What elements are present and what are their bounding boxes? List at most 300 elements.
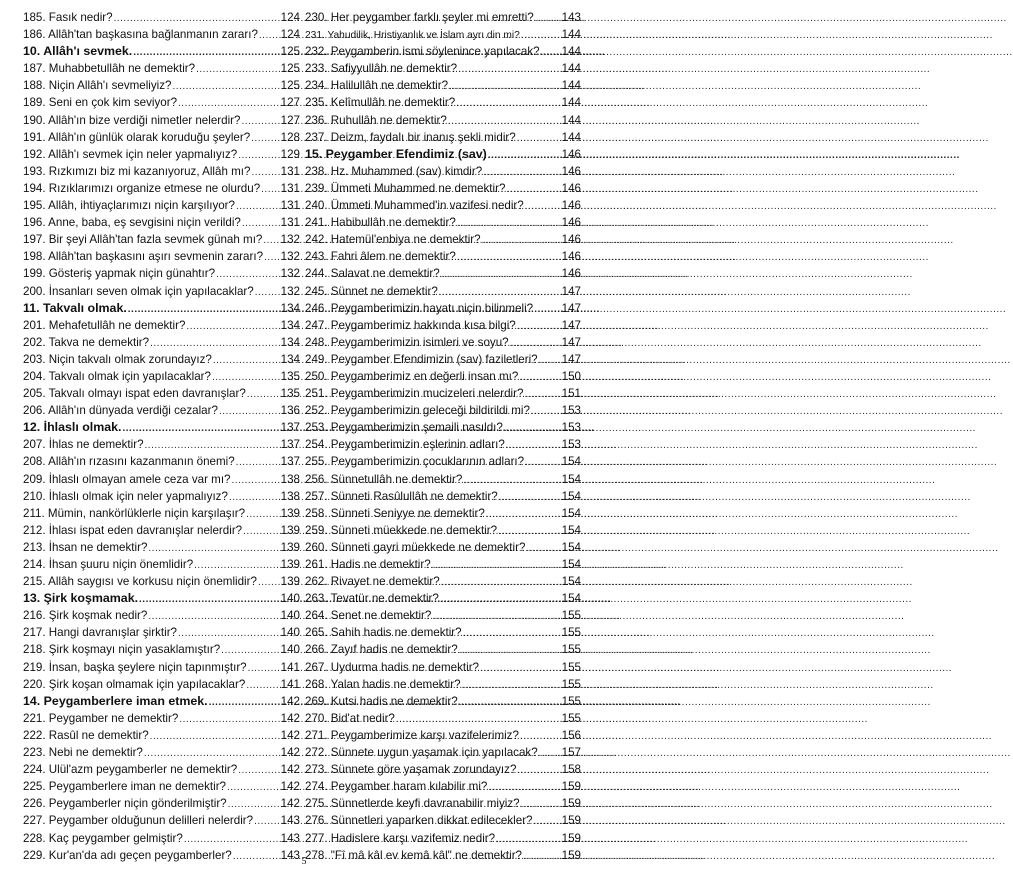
toc-entry-title: 234. Halilullâh ne demektir? (305, 79, 449, 93)
toc-entry (305, 351, 581, 368)
toc-leader-dots (506, 181, 560, 198)
toc-page-number: 127 (280, 113, 300, 127)
toc-entry (23, 231, 300, 248)
toc-entry (23, 112, 300, 129)
toc-leader-dots (488, 147, 561, 164)
toc-leader-dots (144, 745, 280, 762)
toc-entry (23, 556, 300, 573)
toc-leader-dots (459, 694, 561, 711)
toc-leader-dots (441, 266, 561, 283)
toc-section-heading (23, 590, 300, 607)
toc-leader-dots (449, 78, 561, 95)
toc-entry-title: 232. Peygamberin ismi söylenince yapılacak? (305, 45, 540, 59)
toc-entry-title: 222. Rasûl ne demektir? (23, 728, 149, 742)
toc-entry (305, 197, 581, 214)
toc-page-number: 125 (280, 62, 300, 76)
toc-entry (23, 727, 300, 744)
toc-entry-title: 213. İhsan ne demektir? (23, 540, 148, 554)
toc-entry-title: 194. Rızıklarımızı organize etmese ne olurdu? (23, 181, 261, 195)
toc-page-number: 146 (561, 250, 581, 264)
toc-entry (305, 317, 581, 334)
toc-page-number: 125 (280, 79, 300, 93)
toc-leader-dots (259, 27, 280, 44)
toc-leader-dots (440, 591, 561, 608)
toc-entry-title: 187. Muhabbetullâh ne demektir? (23, 62, 196, 76)
toc-entry (23, 368, 300, 385)
toc-entry-title: 259. Sünneti müekkede ne demektir? (305, 523, 498, 537)
toc-entry (23, 778, 300, 795)
toc-leader-dots (463, 472, 560, 489)
toc-entry-title: 202. Takva ne demektir? (23, 335, 150, 349)
toc-entry-title: 230. Her peygamber farklı şeyler mi emretti? (305, 11, 534, 24)
toc-entry (305, 693, 581, 710)
toc-leader-dots (178, 95, 280, 112)
toc-entry-title: 253. Peygamberimizin şemaili nasıldı? (305, 421, 503, 435)
toc-page-number: 142 (280, 728, 300, 742)
toc-entry (23, 214, 300, 231)
toc-entry-title: 191. Allâh'ın günlük olarak koruduğu şeyler? (23, 130, 251, 144)
toc-leader-dots (246, 677, 279, 694)
toc-page-number: 134 (280, 352, 300, 366)
toc-entry-title: 272. Sünnete uygun yaşamak için yapılacak? (305, 746, 538, 760)
toc-page-number: 125 (280, 45, 300, 59)
toc-entry-title: 208. Allâh'ın rızasını kazanmanın önemi? (23, 455, 235, 469)
toc-leader-dots (122, 420, 279, 437)
toc-leader-dots (264, 249, 280, 266)
toc-leader-dots (232, 472, 280, 489)
toc-leader-dots (439, 284, 561, 301)
toc-leader-dots (242, 215, 280, 232)
toc-page-number: 157 (561, 746, 581, 760)
toc-leader-dots (457, 215, 561, 232)
toc-entry (23, 351, 300, 368)
toc-page-number: 147 (561, 301, 581, 315)
toc-leader-dots (238, 147, 279, 164)
toc-page-number: 154 (561, 540, 581, 554)
toc-leader-dots (261, 181, 280, 198)
toc-page-number: 131 (280, 199, 300, 213)
toc-leader-dots (483, 164, 560, 181)
toc-entry-title: 262. Rivayet ne demektir? (305, 575, 440, 589)
toc-page-number: 139 (280, 540, 300, 554)
toc-leader-dots (459, 642, 561, 659)
toc-leader-dots (229, 489, 280, 506)
toc-entry (23, 830, 300, 847)
toc-page-number: 139 (280, 523, 300, 537)
toc-leader-dots (179, 711, 279, 728)
toc-leader-dots (213, 352, 280, 369)
toc-leader-dots (480, 660, 561, 677)
toc-leader-dots (209, 694, 280, 711)
toc-page-number: 129 (280, 147, 300, 161)
toc-page-number: 146 (561, 267, 581, 281)
toc-entry (23, 77, 300, 94)
toc-leader-dots (254, 813, 280, 830)
toc-entry (23, 334, 300, 351)
toc-page-number: 146 (561, 147, 581, 161)
toc-entry (305, 590, 581, 607)
toc-page-number: 154 (561, 489, 581, 503)
toc-entry-title: 201. Mehafetullâh ne demektir? (23, 318, 186, 332)
toc-entry (305, 60, 581, 77)
toc-leader-dots (456, 95, 560, 112)
toc-page-number: 142 (280, 694, 300, 708)
toc-page-number: 151 (561, 387, 581, 401)
toc-entry-title: 278. "Fî mâ kâl ev kemâ kâl" ne demektir? (305, 848, 523, 862)
toc-leader-dots (524, 386, 560, 403)
toc-entry-title: 271. Peygamberimize karşı vazifelerimiz? (305, 728, 519, 742)
toc-entry-title: 199. Gösteriş yapmak niçin günahtır? (23, 267, 216, 281)
toc-leader-dots (243, 523, 280, 540)
toc-page-number: 154 (561, 455, 581, 469)
toc-entry (305, 505, 581, 522)
toc-entry (23, 539, 300, 556)
toc-page-number: 124 (280, 28, 300, 42)
toc-entry-title: 221. Peygamber ne demektir? (23, 711, 179, 725)
toc-leader-dots (534, 301, 561, 318)
toc-page-number: 141 (280, 660, 300, 674)
toc-page-number: 132 (280, 233, 300, 247)
toc-entry-title: 237. Deizm, faydalı bir inanış şekli midir? (305, 130, 516, 144)
toc-page-number: 144 (561, 96, 581, 110)
toc-entry-title: 198. Allâh'tan başkasını aşırı sevmenin zararı? (23, 250, 264, 264)
toc-entry-title: 256. Sünnetullâh ne demektir? (305, 472, 463, 486)
toc-leader-dots (194, 557, 280, 574)
toc-page-number: 142 (280, 780, 300, 794)
toc-leader-dots (150, 728, 280, 745)
toc-entry (305, 573, 581, 590)
toc-page-number: 137 (280, 421, 300, 435)
toc-entry (23, 471, 300, 488)
toc-page-number: 155 (561, 626, 581, 640)
page-number: 5 (301, 856, 307, 867)
toc-entry-title: 11. Takvalı olmak. (23, 300, 127, 315)
toc-leader-dots (526, 540, 560, 557)
toc-leader-dots (247, 386, 280, 403)
toc-entry-title: 225. Peygamberlere iman ne demektir? (23, 780, 226, 794)
toc-entry (305, 710, 581, 727)
toc-entry (305, 436, 581, 453)
toc-leader-dots (504, 420, 561, 437)
toc-entry (305, 727, 581, 744)
toc-leader-dots (448, 113, 561, 130)
toc-entry (23, 624, 300, 641)
toc-entry (23, 761, 300, 778)
toc-leader-dots (457, 249, 561, 266)
toc-entry-title: 205. Takvalı olmayı ispat eden davranışlar? (23, 387, 246, 401)
toc-right-column (305, 9, 581, 864)
toc-page-number: 155 (561, 711, 581, 725)
toc-page-number: 146 (561, 181, 581, 195)
toc-page-number: 155 (561, 660, 581, 674)
toc-page-number: 155 (561, 677, 581, 691)
toc-left-column (23, 9, 300, 864)
toc-entry-title: 265. Sahih hadis ne demektir? (305, 626, 462, 640)
toc-entry-title: 239. Ümmeti Muhammed ne demektir? (305, 181, 506, 195)
toc-leader-dots (263, 232, 279, 249)
toc-page-number: 135 (280, 369, 300, 383)
toc-entry-title: 242. Hatemül'enbiya ne demektir? (305, 233, 481, 247)
toc-entry (23, 265, 300, 282)
toc-entry-title: 200. İnsanları seven olmak için yapılacaklar? (23, 284, 254, 298)
toc-leader-dots (499, 489, 561, 506)
toc-entry-title: 223. Nebi ne demektir? (23, 746, 143, 760)
toc-page-number: 153 (561, 421, 581, 435)
toc-entry (305, 385, 581, 402)
toc-entry-title: 216. Şirk koşmak nedir? (23, 609, 148, 623)
toc-page-number: 141 (280, 677, 300, 691)
toc-page-number: 144 (561, 79, 581, 93)
toc-entry (23, 505, 300, 522)
toc-entry-title: 244. Salavat ne demektir? (305, 267, 440, 281)
toc-entry (23, 94, 300, 111)
toc-entry-title: 277. Hadislere karşı vazifemiz nedir? (305, 831, 496, 845)
toc-leader-dots (539, 352, 561, 369)
toc-entry-title: 13. Şirk koşmamak. (23, 591, 139, 606)
toc-entry-title: 264. Senet ne demektir? (305, 609, 432, 623)
toc-entry (305, 129, 581, 146)
toc-page-number: 144 (561, 45, 581, 59)
toc-entry (305, 744, 581, 761)
toc-page-number: 137 (280, 438, 300, 452)
toc-page-number: 134 (280, 335, 300, 349)
toc-entry (305, 795, 581, 812)
toc-leader-dots (184, 831, 280, 848)
toc-entry-title: 212. İhlası ispat eden davranışlar nelerdir? (23, 523, 243, 537)
toc-entry-title: 248. Peygamberimizin isimleri ve soyu? (305, 335, 509, 349)
toc-page-number: 140 (280, 592, 300, 606)
toc-entry-title: 267. Uydurma hadis ne demektir? (305, 660, 479, 674)
toc-page-number: 131 (280, 181, 300, 195)
toc-entry-title: 192. Allâh'ı sevmek için neler yapmalıyız? (23, 147, 238, 161)
toc-leader-dots (173, 78, 280, 95)
toc-entry-title: 241. Habibullâh ne demektir? (305, 216, 456, 230)
toc-leader-dots (227, 779, 280, 796)
toc-leader-dots (517, 762, 560, 779)
toc-entry-title: 243. Fahri âlem ne demektir? (305, 250, 456, 264)
toc-entry (23, 9, 300, 26)
toc-entry-title: 218. Şirk koşmayı niçin yasaklamıştır? (23, 643, 221, 657)
toc-entry-title: 258. Sünneti Seniyye ne demektir? (305, 506, 485, 520)
toc-page-number: 143 (280, 831, 300, 845)
toc-leader-dots (236, 454, 280, 471)
toc-entry-title: 195. Allâh, ihtiyaçlarımızı niçin karşılıyor? (23, 199, 235, 213)
toc-entry-title: 269. Kutsi hadis ne demektir? (305, 694, 458, 708)
toc-entry-title: 268. Yalan hadis ne demektir? (305, 677, 461, 691)
toc-entry-title: 238. Hz. Muhammed (sav) kimdir? (305, 164, 483, 178)
toc-page-number: 131 (280, 164, 300, 178)
toc-entry (305, 26, 581, 43)
toc-entry (305, 300, 581, 317)
toc-leader-dots (525, 454, 561, 471)
toc-entry (305, 676, 581, 693)
toc-entry (305, 830, 581, 847)
toc-page-number: 155 (561, 609, 581, 623)
toc-page-number: 144 (561, 113, 581, 127)
toc-leader-dots (148, 540, 279, 557)
toc-page-number: 139 (280, 575, 300, 589)
toc-entry (305, 812, 581, 829)
toc-entry-title: 217. Hangi davranışlar şirktir? (23, 626, 178, 640)
toc-leader-dots (510, 335, 561, 352)
toc-leader-dots (496, 831, 561, 848)
toc-entry (23, 744, 300, 761)
toc-entry (305, 659, 581, 676)
toc-entry-title: 214. İhsan şuuru niçin önemlidir? (23, 558, 194, 571)
toc-entry-title: 224. Ulül'azm peygamberler ne demektir? (23, 763, 238, 777)
toc-page-number: 139 (280, 506, 300, 520)
toc-page-number: 154 (561, 472, 581, 486)
toc-leader-dots (520, 728, 561, 745)
toc-leader-dots (506, 437, 561, 454)
toc-entry-title: 257. Sünneti Rasûlullâh ne demektir? (305, 489, 498, 503)
toc-entry-title: 251. Peygamberimizin mucizeleri nelerdir? (305, 387, 524, 401)
toc-entry (23, 676, 300, 693)
toc-entry (305, 624, 581, 641)
toc-page-number: 143 (561, 11, 581, 24)
toc-leader-dots (521, 796, 561, 813)
toc-page-number: 134 (280, 301, 300, 315)
toc-leader-dots (178, 625, 280, 642)
toc-entry (23, 488, 300, 505)
toc-page-number: 124 (280, 11, 300, 24)
toc-page-number: 146 (561, 233, 581, 247)
toc-entry-title: 10. Allâh'ı sevmek. (23, 44, 133, 59)
toc-entry (305, 641, 581, 658)
toc-entry-title: 270. Bid'at nedir? (305, 711, 395, 725)
toc-leader-dots (241, 113, 279, 130)
toc-entry (305, 163, 581, 180)
toc-page-number: 137 (280, 455, 300, 469)
toc-entry-title: 210. İhlaslı olmak için neler yapmalıyız? (23, 489, 228, 503)
toc-entry (23, 197, 300, 214)
toc-section-heading (23, 419, 300, 436)
toc-entry (23, 607, 300, 624)
toc-entry-title: 197. Bir şeyi Allâh'tan fazla sevmek günah mı? (23, 233, 263, 247)
toc-entry-title: 252. Peygamberimizin geleceği bildirildi mi? (305, 404, 530, 418)
toc-leader-dots (432, 557, 561, 574)
toc-page-number: 154 (561, 558, 581, 571)
toc-page-number: 139 (280, 558, 300, 571)
toc-leader-dots (463, 625, 561, 642)
toc-entry-title: 12. İhlaslı olmak. (23, 420, 122, 435)
toc-page-number: 136 (280, 404, 300, 418)
toc-page-number: 153 (561, 438, 581, 452)
toc-page-number: 138 (280, 472, 300, 486)
toc-entry-title: 14. Peygamberlere iman etmek. (23, 693, 208, 708)
toc-leader-dots (441, 574, 561, 591)
toc-page-number: 146 (561, 199, 581, 213)
toc-entry-title: 250. Peygamberimiz en değerli insan mı? (305, 369, 519, 383)
toc-leader-dots (228, 796, 280, 813)
toc-leader-dots (525, 198, 561, 215)
toc-page-number: 142 (280, 746, 300, 760)
toc-page-number: 154 (561, 592, 581, 606)
toc-entry-title: 255. Peygamberimizin çocuklarının adları? (305, 455, 525, 469)
toc-entry-title: 275. Sünnetlerde keyfi davranabilir miyiz? (305, 797, 520, 811)
toc-page-number: 132 (280, 250, 300, 264)
toc-leader-dots (539, 745, 561, 762)
toc-entry-title: 249. Peygamber Efendimizin (sav) faziletleri? (305, 352, 538, 366)
toc-page-number: 138 (280, 489, 300, 503)
toc-entry-title: 246. Peygamberimizin hayatı niçin bilinmeli? (305, 301, 534, 315)
toc-leader-dots (462, 677, 561, 694)
toc-entry-title: 266. Zayıf hadis ne demektir? (305, 643, 458, 657)
toc-entry (23, 129, 300, 146)
toc-entry (23, 248, 300, 265)
toc-page-number: 143 (280, 814, 300, 828)
toc-leader-dots (248, 660, 280, 677)
toc-entry (23, 283, 300, 300)
toc-leader-dots (251, 164, 279, 181)
toc-leader-dots (238, 762, 279, 779)
toc-entry-title: 263. Tevatür ne demektir? (305, 592, 439, 606)
toc-leader-dots (258, 574, 280, 591)
toc-leader-dots (517, 130, 561, 147)
toc-entry (23, 795, 300, 812)
toc-leader-dots (145, 437, 280, 454)
toc-entry-title: 196. Anne, baba, eş sevgisini niçin verildi? (23, 216, 241, 230)
toc-page-number: 144 (561, 28, 581, 42)
toc-entry-title: 274. Peygamber haram kılabilir mi? (305, 780, 488, 794)
toc-leader-dots (128, 301, 280, 318)
toc-entry (305, 9, 581, 26)
toc-leader-dots (498, 523, 561, 540)
toc-entry (23, 180, 300, 197)
toc-entry (23, 60, 300, 77)
toc-leader-dots (221, 642, 279, 659)
toc-entry (305, 471, 581, 488)
toc-page-number: 154 (561, 506, 581, 520)
toc-entry-title: 190. Allâh'ın bize verdiği nimetler nelerdir? (23, 113, 241, 127)
toc-section-heading (305, 146, 581, 163)
toc-entry (305, 214, 581, 231)
toc-entry-title: 226. Peygamberler niçin gönderilmiştir? (23, 797, 227, 811)
toc-leader-dots (255, 284, 280, 301)
toc-leader-dots (216, 266, 280, 283)
toc-entry-title: 229. Kur'an'da adı geçen peygamberler? (23, 848, 232, 862)
toc-page-number: 146 (561, 164, 581, 178)
toc-entry-title: 231. Yahudilik, Hristiyanlık ve İslam ayrı din mi? (305, 30, 520, 42)
toc-page-number: 131 (280, 216, 300, 230)
toc-page-number: 142 (280, 763, 300, 777)
toc-entry-title: 203. Niçin takvalı olmak zorundayız? (23, 352, 212, 366)
toc-page-number: 155 (561, 694, 581, 708)
toc-leader-dots (432, 608, 560, 625)
toc-page-number: 150 (561, 369, 581, 383)
toc-entry-title: 233. Safiyyullâh ne demektir? (305, 62, 458, 76)
toc-page-number: 159 (561, 780, 581, 794)
toc-leader-dots (150, 335, 280, 352)
toc-page-number: 142 (280, 711, 300, 725)
toc-section-heading (23, 43, 300, 60)
toc-leader-dots (186, 318, 279, 335)
toc-entry-title: 219. İnsan, başka şeylere niçin tapınmıştır? (23, 660, 247, 674)
toc-entry (23, 641, 300, 658)
toc-entry-title: 228. Kaç peygamber gelmiştir? (23, 831, 183, 845)
toc-entry (305, 419, 581, 436)
toc-leader-dots (458, 61, 561, 78)
toc-page-number: 127 (280, 96, 300, 110)
toc-entry (23, 26, 300, 43)
toc-entry (305, 77, 581, 94)
toc-entry (305, 112, 581, 129)
toc-leader-dots (541, 44, 561, 61)
toc-leader-dots (521, 27, 561, 44)
toc-leader-dots (236, 198, 280, 215)
toc-entry (23, 453, 300, 470)
toc-entry (305, 231, 581, 248)
